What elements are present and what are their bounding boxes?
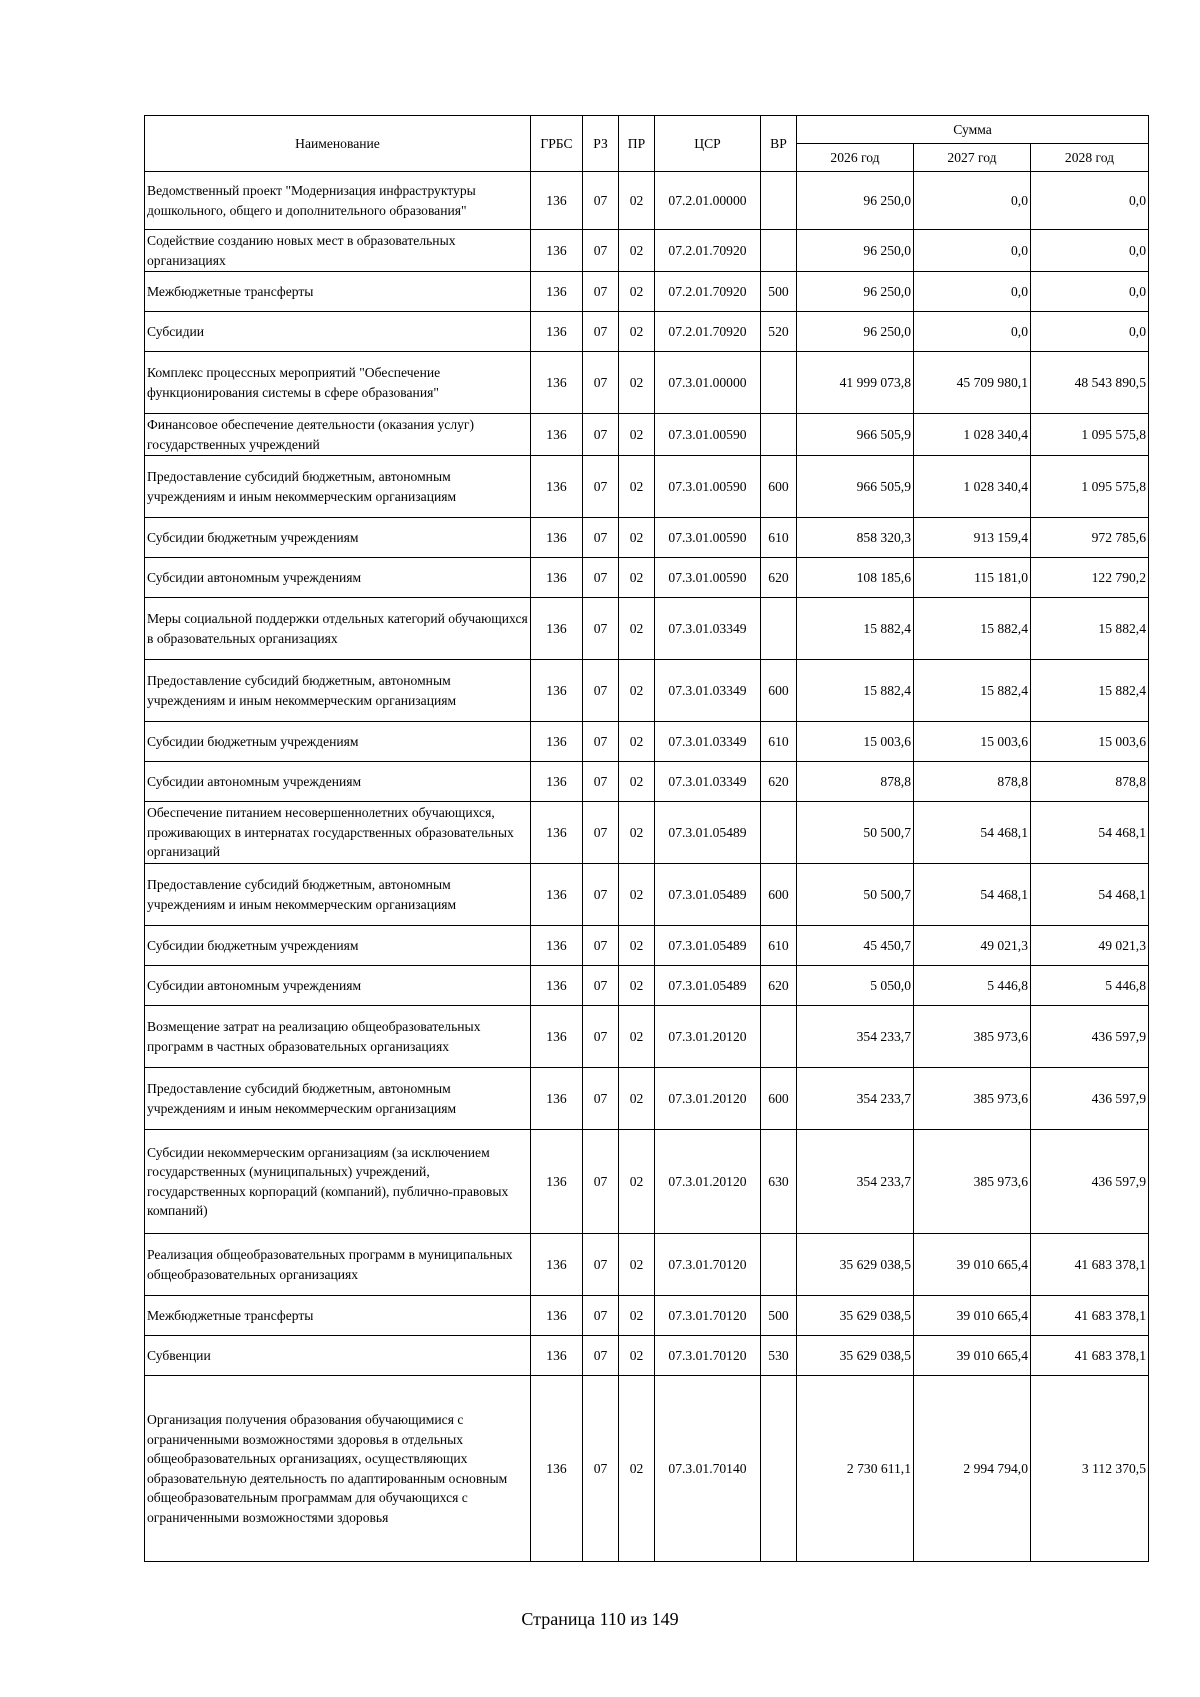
row-pr: 02 <box>619 1234 655 1296</box>
row-sum-2028: 972 785,6 <box>1031 518 1149 558</box>
row-name: Финансовое обеспечение деятельности (оказания услуг) государственных учреждений <box>145 414 531 456</box>
row-sum-2028: 436 597,9 <box>1031 1130 1149 1234</box>
row-pr: 02 <box>619 230 655 272</box>
row-grbs: 136 <box>531 230 583 272</box>
row-pr: 02 <box>619 598 655 660</box>
row-grbs: 136 <box>531 352 583 414</box>
table-row <box>145 230 1149 272</box>
row-sum-2027: 5 446,8 <box>914 966 1031 1006</box>
row-rz: 07 <box>583 1296 619 1336</box>
row-rz: 07 <box>583 352 619 414</box>
row-name: Меры социальной поддержки отдельных категорий обучающихся в образовательных организациях <box>145 598 531 660</box>
row-pr: 02 <box>619 172 655 230</box>
row-pr: 02 <box>619 966 655 1006</box>
table-header <box>145 116 1149 172</box>
table-row <box>145 558 1149 598</box>
row-sum-2026: 96 250,0 <box>797 230 914 272</box>
row-grbs: 136 <box>531 1336 583 1376</box>
table-row <box>145 518 1149 558</box>
row-sum-2027: 15 882,4 <box>914 660 1031 722</box>
row-sum-2028: 54 468,1 <box>1031 864 1149 926</box>
row-sum-2026: 35 629 038,5 <box>797 1234 914 1296</box>
table-body <box>145 172 1149 1562</box>
page-number: Страница 110 из 149 <box>521 1609 679 1629</box>
header-grbs: ГРБС <box>531 116 583 172</box>
row-vr <box>761 172 797 230</box>
header-csr: ЦСР <box>655 116 761 172</box>
row-pr: 02 <box>619 660 655 722</box>
row-rz: 07 <box>583 926 619 966</box>
row-vr <box>761 352 797 414</box>
table-row <box>145 414 1149 456</box>
table-row <box>145 272 1149 312</box>
row-rz: 07 <box>583 1234 619 1296</box>
row-csr: 07.3.01.05489 <box>655 926 761 966</box>
header-name: Наименование <box>145 116 531 172</box>
row-sum-2026: 96 250,0 <box>797 312 914 352</box>
row-csr: 07.3.01.00590 <box>655 518 761 558</box>
row-vr: 520 <box>761 312 797 352</box>
row-rz: 07 <box>583 312 619 352</box>
row-sum-2027: 0,0 <box>914 172 1031 230</box>
table-row <box>145 1296 1149 1336</box>
row-sum-2027: 0,0 <box>914 272 1031 312</box>
header-year-2027: 2027 год <box>914 144 1031 172</box>
row-grbs: 136 <box>531 1068 583 1130</box>
row-pr: 02 <box>619 312 655 352</box>
row-pr: 02 <box>619 762 655 802</box>
row-csr: 07.3.01.03349 <box>655 722 761 762</box>
row-name: Содействие созданию новых мест в образовательных организациях <box>145 230 531 272</box>
row-vr <box>761 414 797 456</box>
row-sum-2026: 878,8 <box>797 762 914 802</box>
row-rz: 07 <box>583 660 619 722</box>
row-name: Организация получения образования обучающимися с ограниченными возможностями здоровья в отдельных общеобразовательных организациях, осуществляющих образовательную деятельность по адаптированным основным общеобразовательным программам для обучающихся с ограниченными возможностями здоровья <box>145 1376 531 1562</box>
table-row <box>145 1006 1149 1068</box>
row-csr: 07.3.01.20120 <box>655 1130 761 1234</box>
row-sum-2026: 354 233,7 <box>797 1130 914 1234</box>
row-name: Ведомственный проект "Модернизация инфраструктуры дошкольного, общего и дополнительного образования" <box>145 172 531 230</box>
row-pr: 02 <box>619 1068 655 1130</box>
table-row <box>145 802 1149 864</box>
row-vr: 500 <box>761 272 797 312</box>
row-pr: 02 <box>619 1130 655 1234</box>
row-vr <box>761 1234 797 1296</box>
row-sum-2028: 1 095 575,8 <box>1031 414 1149 456</box>
row-grbs: 136 <box>531 518 583 558</box>
row-name: Комплекс процессных мероприятий "Обеспечение функционирования системы в сфере образования" <box>145 352 531 414</box>
row-sum-2026: 354 233,7 <box>797 1068 914 1130</box>
row-csr: 07.3.01.20120 <box>655 1068 761 1130</box>
row-sum-2026: 966 505,9 <box>797 456 914 518</box>
row-sum-2026: 50 500,7 <box>797 802 914 864</box>
row-vr: 620 <box>761 966 797 1006</box>
row-sum-2027: 115 181,0 <box>914 558 1031 598</box>
row-sum-2026: 15 882,4 <box>797 660 914 722</box>
row-pr: 02 <box>619 1336 655 1376</box>
row-sum-2026: 5 050,0 <box>797 966 914 1006</box>
row-csr: 07.2.01.70920 <box>655 312 761 352</box>
row-grbs: 136 <box>531 414 583 456</box>
row-sum-2028: 54 468,1 <box>1031 802 1149 864</box>
row-sum-2028: 0,0 <box>1031 272 1149 312</box>
row-vr: 500 <box>761 1296 797 1336</box>
row-sum-2026: 15 882,4 <box>797 598 914 660</box>
row-pr: 02 <box>619 1376 655 1562</box>
row-vr <box>761 1376 797 1562</box>
row-rz: 07 <box>583 1068 619 1130</box>
row-rz: 07 <box>583 1130 619 1234</box>
row-sum-2028: 41 683 378,1 <box>1031 1234 1149 1296</box>
row-sum-2028: 15 003,6 <box>1031 722 1149 762</box>
row-name: Субсидии автономным учреждениям <box>145 762 531 802</box>
row-sum-2028: 1 095 575,8 <box>1031 456 1149 518</box>
row-rz: 07 <box>583 864 619 926</box>
row-sum-2028: 436 597,9 <box>1031 1006 1149 1068</box>
row-sum-2027: 54 468,1 <box>914 864 1031 926</box>
row-sum-2027: 913 159,4 <box>914 518 1031 558</box>
row-grbs: 136 <box>531 926 583 966</box>
row-sum-2026: 96 250,0 <box>797 272 914 312</box>
row-vr: 610 <box>761 926 797 966</box>
row-sum-2026: 41 999 073,8 <box>797 352 914 414</box>
row-csr: 07.3.01.70140 <box>655 1376 761 1562</box>
row-rz: 07 <box>583 966 619 1006</box>
row-name: Субсидии бюджетным учреждениям <box>145 518 531 558</box>
row-name: Обеспечение питанием несовершеннолетних обучающихся, проживающих в интернатах государственных образовательных организаций <box>145 802 531 864</box>
row-pr: 02 <box>619 864 655 926</box>
row-sum-2028: 0,0 <box>1031 312 1149 352</box>
row-grbs: 136 <box>531 312 583 352</box>
row-grbs: 136 <box>531 598 583 660</box>
row-csr: 07.3.01.00000 <box>655 352 761 414</box>
table-row <box>145 966 1149 1006</box>
row-vr <box>761 802 797 864</box>
row-pr: 02 <box>619 1006 655 1068</box>
row-name: Субвенции <box>145 1336 531 1376</box>
row-sum-2028: 0,0 <box>1031 230 1149 272</box>
row-sum-2027: 15 882,4 <box>914 598 1031 660</box>
row-rz: 07 <box>583 762 619 802</box>
row-csr: 07.3.01.03349 <box>655 762 761 802</box>
row-sum-2028: 48 543 890,5 <box>1031 352 1149 414</box>
row-name: Предоставление субсидий бюджетным, автономным учреждениям и иным некоммерческим организациям <box>145 864 531 926</box>
row-grbs: 136 <box>531 1376 583 1562</box>
row-sum-2028: 5 446,8 <box>1031 966 1149 1006</box>
row-sum-2028: 49 021,3 <box>1031 926 1149 966</box>
row-sum-2027: 54 468,1 <box>914 802 1031 864</box>
row-csr: 07.3.01.70120 <box>655 1234 761 1296</box>
row-sum-2027: 385 973,6 <box>914 1068 1031 1130</box>
row-vr <box>761 1006 797 1068</box>
row-name: Возмещение затрат на реализацию общеобразовательных программ в частных образовательных организациях <box>145 1006 531 1068</box>
row-sum-2028: 3 112 370,5 <box>1031 1376 1149 1562</box>
row-rz: 07 <box>583 558 619 598</box>
row-rz: 07 <box>583 518 619 558</box>
row-name: Субсидии бюджетным учреждениям <box>145 926 531 966</box>
row-pr: 02 <box>619 1296 655 1336</box>
table-row <box>145 660 1149 722</box>
header-vr: ВР <box>761 116 797 172</box>
row-sum-2027: 2 994 794,0 <box>914 1376 1031 1562</box>
row-grbs: 136 <box>531 762 583 802</box>
row-rz: 07 <box>583 172 619 230</box>
table-row <box>145 1234 1149 1296</box>
row-grbs: 136 <box>531 1130 583 1234</box>
row-csr: 07.2.01.70920 <box>655 272 761 312</box>
row-grbs: 136 <box>531 172 583 230</box>
row-csr: 07.2.01.70920 <box>655 230 761 272</box>
header-sum: Сумма <box>797 116 1149 144</box>
table-row <box>145 762 1149 802</box>
row-sum-2027: 49 021,3 <box>914 926 1031 966</box>
table-row <box>145 1336 1149 1376</box>
row-csr: 07.3.01.03349 <box>655 660 761 722</box>
row-sum-2028: 436 597,9 <box>1031 1068 1149 1130</box>
table-row <box>145 312 1149 352</box>
row-sum-2026: 2 730 611,1 <box>797 1376 914 1562</box>
row-rz: 07 <box>583 1336 619 1376</box>
row-sum-2027: 385 973,6 <box>914 1130 1031 1234</box>
row-sum-2026: 108 185,6 <box>797 558 914 598</box>
row-sum-2028: 878,8 <box>1031 762 1149 802</box>
row-vr: 610 <box>761 722 797 762</box>
table-row <box>145 598 1149 660</box>
row-pr: 02 <box>619 558 655 598</box>
row-rz: 07 <box>583 598 619 660</box>
row-name: Реализация общеобразовательных программ в муниципальных общеобразовательных организациях <box>145 1234 531 1296</box>
row-sum-2028: 0,0 <box>1031 172 1149 230</box>
row-pr: 02 <box>619 722 655 762</box>
row-csr: 07.2.01.00000 <box>655 172 761 230</box>
row-sum-2027: 39 010 665,4 <box>914 1336 1031 1376</box>
row-sum-2028: 15 882,4 <box>1031 660 1149 722</box>
row-sum-2027: 1 028 340,4 <box>914 414 1031 456</box>
row-vr: 630 <box>761 1130 797 1234</box>
row-sum-2027: 39 010 665,4 <box>914 1296 1031 1336</box>
table-row <box>145 456 1149 518</box>
budget-table <box>144 115 1149 1562</box>
row-vr <box>761 598 797 660</box>
row-rz: 07 <box>583 456 619 518</box>
row-sum-2027: 0,0 <box>914 230 1031 272</box>
row-sum-2027: 39 010 665,4 <box>914 1234 1031 1296</box>
row-grbs: 136 <box>531 1006 583 1068</box>
row-sum-2028: 41 683 378,1 <box>1031 1336 1149 1376</box>
header-row-top <box>145 116 1149 144</box>
row-grbs: 136 <box>531 558 583 598</box>
row-rz: 07 <box>583 1006 619 1068</box>
row-csr: 07.3.01.05489 <box>655 966 761 1006</box>
row-pr: 02 <box>619 456 655 518</box>
row-sum-2027: 878,8 <box>914 762 1031 802</box>
row-pr: 02 <box>619 272 655 312</box>
row-csr: 07.3.01.70120 <box>655 1336 761 1376</box>
row-csr: 07.3.01.70120 <box>655 1296 761 1336</box>
row-name: Межбюджетные трансферты <box>145 1296 531 1336</box>
table-row <box>145 926 1149 966</box>
row-rz: 07 <box>583 230 619 272</box>
row-name: Предоставление субсидий бюджетным, автономным учреждениям и иным некоммерческим организациям <box>145 660 531 722</box>
row-pr: 02 <box>619 518 655 558</box>
row-grbs: 136 <box>531 1234 583 1296</box>
row-csr: 07.3.01.00590 <box>655 414 761 456</box>
row-csr: 07.3.01.20120 <box>655 1006 761 1068</box>
row-csr: 07.3.01.00590 <box>655 456 761 518</box>
row-rz: 07 <box>583 272 619 312</box>
row-sum-2027: 385 973,6 <box>914 1006 1031 1068</box>
row-sum-2026: 35 629 038,5 <box>797 1336 914 1376</box>
row-sum-2027: 1 028 340,4 <box>914 456 1031 518</box>
row-vr: 610 <box>761 518 797 558</box>
row-vr: 600 <box>761 864 797 926</box>
row-rz: 07 <box>583 1376 619 1562</box>
row-csr: 07.3.01.00590 <box>655 558 761 598</box>
row-sum-2026: 858 320,3 <box>797 518 914 558</box>
row-rz: 07 <box>583 414 619 456</box>
row-sum-2026: 15 003,6 <box>797 722 914 762</box>
table-row <box>145 864 1149 926</box>
row-vr: 600 <box>761 1068 797 1130</box>
row-name: Межбюджетные трансферты <box>145 272 531 312</box>
row-sum-2026: 50 500,7 <box>797 864 914 926</box>
row-name: Предоставление субсидий бюджетным, автономным учреждениям и иным некоммерческим организациям <box>145 456 531 518</box>
row-pr: 02 <box>619 926 655 966</box>
row-csr: 07.3.01.05489 <box>655 802 761 864</box>
row-name: Субсидии автономным учреждениям <box>145 966 531 1006</box>
row-name: Субсидии <box>145 312 531 352</box>
header-rz: РЗ <box>583 116 619 172</box>
row-vr: 600 <box>761 456 797 518</box>
row-vr: 600 <box>761 660 797 722</box>
row-name: Предоставление субсидий бюджетным, автономным учреждениям и иным некоммерческим организациям <box>145 1068 531 1130</box>
row-grbs: 136 <box>531 864 583 926</box>
row-grbs: 136 <box>531 966 583 1006</box>
row-name: Субсидии автономным учреждениям <box>145 558 531 598</box>
header-pr: ПР <box>619 116 655 172</box>
table-row <box>145 352 1149 414</box>
row-grbs: 136 <box>531 660 583 722</box>
row-rz: 07 <box>583 802 619 864</box>
row-sum-2028: 41 683 378,1 <box>1031 1296 1149 1336</box>
row-name: Субсидии некоммерческим организациям (за исключением государственных (муниципальных) учреждений, государственных корпораций (компаний), публично-правовых компаний) <box>145 1130 531 1234</box>
row-grbs: 136 <box>531 456 583 518</box>
row-name: Субсидии бюджетным учреждениям <box>145 722 531 762</box>
row-grbs: 136 <box>531 1296 583 1336</box>
row-csr: 07.3.01.03349 <box>655 598 761 660</box>
table-row <box>145 172 1149 230</box>
table-row <box>145 722 1149 762</box>
row-sum-2027: 0,0 <box>914 312 1031 352</box>
row-sum-2028: 122 790,2 <box>1031 558 1149 598</box>
row-sum-2026: 966 505,9 <box>797 414 914 456</box>
row-grbs: 136 <box>531 722 583 762</box>
table-row <box>145 1068 1149 1130</box>
row-sum-2026: 96 250,0 <box>797 172 914 230</box>
row-sum-2026: 35 629 038,5 <box>797 1296 914 1336</box>
table-row <box>145 1376 1149 1562</box>
row-pr: 02 <box>619 352 655 414</box>
row-rz: 07 <box>583 722 619 762</box>
row-vr: 620 <box>761 558 797 598</box>
row-sum-2026: 354 233,7 <box>797 1006 914 1068</box>
row-grbs: 136 <box>531 802 583 864</box>
row-vr <box>761 230 797 272</box>
row-sum-2027: 45 709 980,1 <box>914 352 1031 414</box>
row-pr: 02 <box>619 802 655 864</box>
row-csr: 07.3.01.05489 <box>655 864 761 926</box>
row-sum-2026: 45 450,7 <box>797 926 914 966</box>
row-grbs: 136 <box>531 272 583 312</box>
row-sum-2027: 15 003,6 <box>914 722 1031 762</box>
header-year-2028: 2028 год <box>1031 144 1149 172</box>
row-vr: 530 <box>761 1336 797 1376</box>
row-vr: 620 <box>761 762 797 802</box>
header-year-2026: 2026 год <box>797 144 914 172</box>
row-sum-2028: 15 882,4 <box>1031 598 1149 660</box>
table-row <box>145 1130 1149 1234</box>
row-pr: 02 <box>619 414 655 456</box>
